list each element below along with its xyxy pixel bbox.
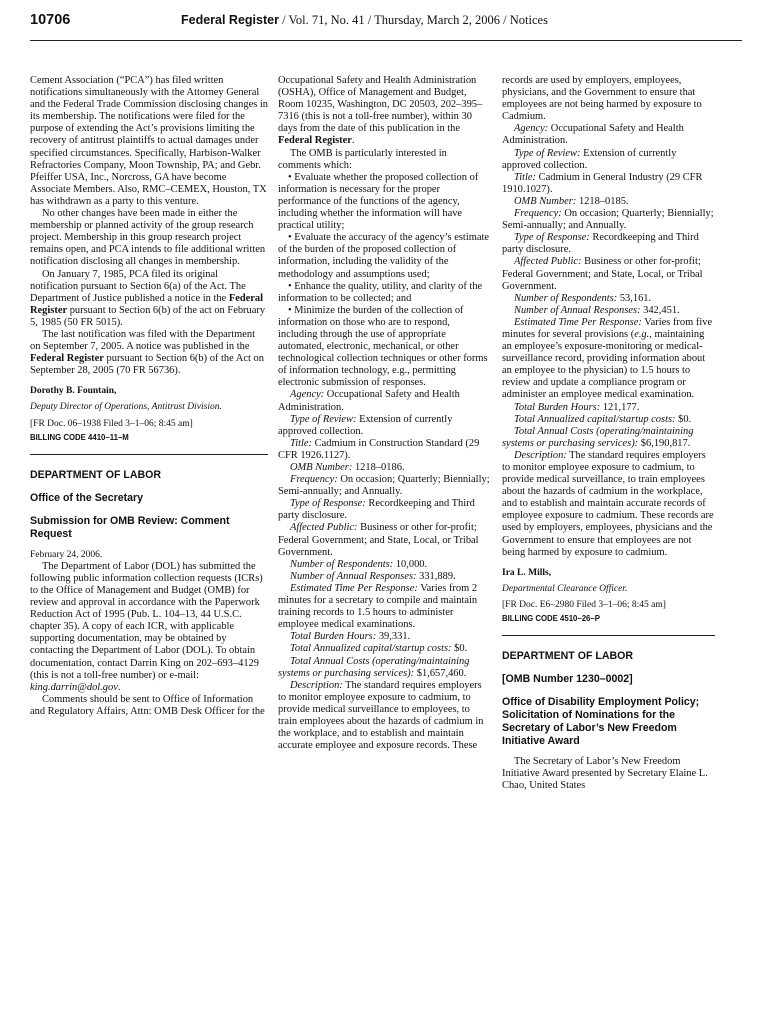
paragraph: The Secretary of Labor’s New Freedom Initiative Award presented by Secretary Elaine L. Chao, United States — [502, 756, 708, 792]
fr-doc-line: [FR Doc. E6–2980 Filed 3–1–06; 8:45 am] — [502, 599, 666, 610]
column-1 — [30, 75, 268, 718]
notice-heading: Submission for OMB Review: Comment Request — [30, 514, 230, 540]
running-title — [181, 13, 548, 28]
field-type-of-review: Type of Review: Extension of currently approved collection. — [502, 147, 677, 171]
bullet-item: • Evaluate the accuracy of the agency’s estimate of the burden of the proposed collection of information, including the validity of the methodology and assumptions used; — [278, 232, 489, 280]
bullet-item: • Enhance the quality, utility, and clarity of the information to be collected; and — [278, 280, 483, 304]
header-rule — [30, 40, 742, 41]
field-annual-costs: Total Annual Costs (operating/maintaining systems or purchasing services): $6,190,817. — [502, 425, 694, 449]
email-link[interactable]: king.darrin@dol.gov — [30, 681, 118, 693]
section-rule — [502, 635, 715, 636]
field-agency: Agency: Occupational Safety and Health Administration. — [278, 389, 460, 413]
field-type-of-response: Type of Response: Recordkeeping and Third party disclosure. — [278, 498, 475, 522]
field-startup-costs: Total Annualized capital/startup costs: $0. — [514, 413, 692, 425]
signer-title: Departmental Clearance Officer. — [502, 583, 628, 594]
billing-code: BILLING CODE 4510–26–P — [502, 614, 600, 624]
paragraph: Cement Association (“PCA”) has filed written notifications simultaneously with the Attorney General and the Federal Trade Commission disclosing changes in its membership. The notifications were filed for the purpose of extending the Act’s provisions limiting the recovery of antitrust plaintiffs to actual damages under specified circumstances. Specifically, Harbison-Walker Refractories Company, Moon Township, PA; and Gebr. Pfeiffer USA, Inc., Norcross, GA have become Associate Members. Also, RMC–CEMEX, Houston, TX has withdrawn as a party to this venture. — [30, 75, 269, 207]
field-affected-public: Affected Public: Business or other for-profit; Federal Government; and State, Local, or Tribal Government. — [278, 522, 479, 558]
paragraph: records are used by employers, employees, physicians, and the Government to ensure that employees are not being harmed by exposure to Cadmium. — [502, 75, 702, 123]
notice-date: February 24, 2006. — [30, 549, 103, 560]
office-heading: Office of the Secretary — [30, 491, 144, 504]
page-number: 10706 — [30, 12, 71, 28]
field-burden-hours: Total Burden Hours: 121,177. — [514, 401, 640, 413]
paragraph: The OMB is particularly interested in comments which: — [278, 147, 447, 171]
field-description: Description: The standard requires employers to monitor employee exposure to cadmium, to provide medical surveillance to employees, to train employees about the hazards of cadmium in the workplace, and to establish and maintain accurate employee and exposure records. These — [278, 679, 484, 752]
field-agency: Agency: Occupational Safety and Health Administration. — [502, 123, 684, 147]
field-type-of-response: Type of Response: Recordkeeping and Third party disclosure. — [502, 232, 699, 256]
signer-name: Ira L. Mills, — [502, 567, 552, 578]
field-frequency: Frequency: On occasion; Quarterly; Biennially; Semi-annually; and Annually. — [278, 474, 490, 498]
field-time-per-response: Estimated Time Per Response: Varies from 2 minutes for a secretary to compile and maintain training records to 1.5 hours to administer employee medical examinations. — [278, 582, 478, 631]
field-type-of-review: Type of Review: Extension of currently approved collection. — [278, 413, 453, 437]
column-2 — [278, 75, 491, 752]
field-title: Title: Cadmium in Construction Standard (29 CFR 1926.1127). — [278, 437, 480, 461]
federal-register-ref: Federal Register — [30, 292, 264, 316]
paragraph: The last notification was filed with the Department on September 7, 2005. A notice was published in the Federal Register pursuant to Section 6(b) of the Act on September 28, 2005 (70 FR 56736). — [30, 328, 264, 377]
department-heading: DEPARTMENT OF LABOR — [30, 468, 162, 481]
page-header — [30, 12, 742, 34]
paragraph: On January 7, 1985, PCA filed its original notification pursuant to Section 6(a) of the Act. The Department of Justice published a notice in the Federal Register pursuant to Section 6(b) of the act on February 5, 1985 (50 FR 5015). — [30, 268, 266, 328]
paragraph: The Department of Labor (DOL) has submitted the following public information collection requests (ICRs) to the Office of Management and Budget (OMB) for review and approval in accordance with the Paperwork Reduction Act of 1995 (Pub. L. 104–13, 44 U.S.C. chapter 35). A copy of each ICR, with applicable supporting documentation, may be obtained by contacting the Department of Labor (DOL). To obtain documentation, contact Darrin King on 202–693–4129 (this is not a toll-free number) or e-mail: king.darrin@dol.gov. — [30, 560, 263, 693]
issue-details: / Vol. 71, No. 41 / Thursday, March 2, 2006 / Notices — [278, 13, 548, 27]
field-affected-public: Affected Public: Business or other for-profit; Federal Government; and State, Local, or Tribal Government. — [502, 256, 703, 292]
paragraph: Comments should be sent to Office of Information and Regulatory Affairs, Attn: OMB Desk Officer for the — [30, 693, 265, 717]
federal-register-ref: Federal Register — [30, 353, 104, 365]
field-omb-number: OMB Number: 1218–0185. — [514, 195, 629, 207]
paragraph: Occupational Safety and Health Administration (OSHA), Office of Management and Budget, Room 10235, Washington, DC 20503, 202–395–7316 (this is not a toll-free number), within 30 days from the date of this publication in the Federal Register. — [278, 75, 483, 147]
billing-code: BILLING CODE 4410–11–M — [30, 432, 129, 442]
federal-register-ref: Federal Register — [278, 135, 352, 147]
field-omb-number: OMB Number: 1218–0186. — [290, 462, 405, 473]
column-3 — [502, 75, 715, 792]
bullet-item: • Minimize the burden of the collection of information on those who are to respond, including through the use of appropriate automated, electronic, mechanical, or other technological collection techniques or other forms of information technology, e.g., permitting electronic submission of responses. — [278, 304, 488, 389]
paragraph: No other changes have been made in either the membership or planned activity of the group research project. Membership in this group research project remains open, and PCA intends to file additional written notification disclosing all changes in membership. — [30, 208, 266, 268]
field-time-per-response: Estimated Time Per Response: Varies from five minutes for several provisions (e.g., maintaining an employee’s exposure-monitoring or medical-surveillance record, providing information about an employee to the physician) to 1.5 hours to review and update a compliance program or administer an employee medical examination. — [502, 316, 713, 401]
field-annual-responses: Number of Annual Responses: 331,889. — [290, 570, 456, 582]
department-heading: DEPARTMENT OF LABOR — [502, 650, 634, 663]
fr-doc-line: [FR Doc. 06–1938 Filed 3–1–06; 8:45 am] — [30, 418, 193, 429]
field-annual-costs: Total Annual Costs (operating/maintaining systems or purchasing services): $1,657,460. — [278, 655, 470, 679]
omb-number-heading: [OMB Number 1230–0002] — [502, 673, 633, 686]
signer-name: Dorothy B. Fountain, — [30, 386, 117, 397]
section-rule — [30, 454, 268, 455]
publication-name: Federal Register — [181, 13, 279, 27]
field-title: Title: Cadmium in General Industry (29 CFR 1910.1027). — [502, 171, 703, 195]
field-number-of-respondents: Number of Respondents: 10,000. — [290, 558, 428, 570]
field-description: Description: The standard requires employers to monitor employee exposure to cadmium, to provide medical surveillance, to train employees about the hazards of cadmium in the workplace, and to establish and maintain accurate records of employee exposure to cadmium. These records are used by employers, employees, physicians and the Government to ensure that employees are not being harmed by exposure to cadmium. — [502, 449, 714, 558]
field-startup-costs: Total Annualized capital/startup costs: $0. — [290, 643, 468, 655]
field-annual-responses: Number of Annual Responses: 342,451. — [514, 304, 680, 316]
field-burden-hours: Total Burden Hours: 39,331. — [290, 631, 411, 643]
notice-heading: Office of Disability Employment Policy; Solicitation of Nominations for the Secretary of Labor’s New Freedom Initiative Award — [502, 696, 700, 748]
signer-title: Deputy Director of Operations, Antitrust Division. — [30, 402, 222, 413]
field-number-of-respondents: Number of Respondents: 53,161. — [514, 292, 652, 304]
bullet-item: • Evaluate whether the proposed collection of information is necessary for the proper performance of the functions of the agency, including whether the information will have practical utility; — [278, 171, 479, 232]
field-frequency: Frequency: On occasion; Quarterly; Biennially; Semi-annually; and Annually. — [502, 208, 714, 232]
